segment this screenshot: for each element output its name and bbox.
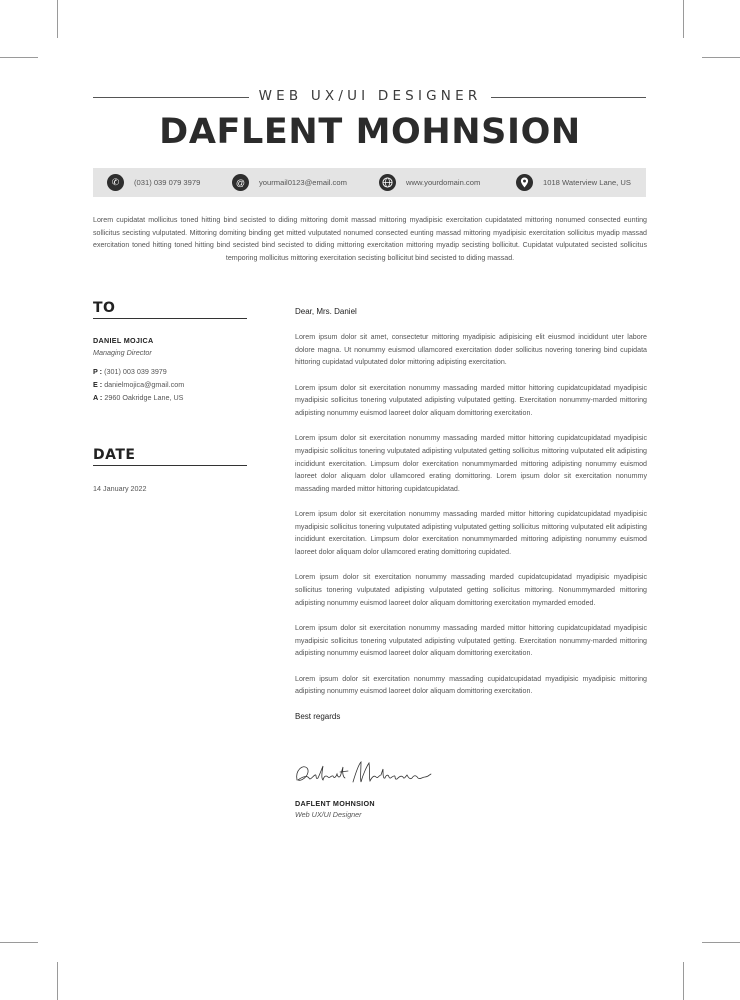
contact-address — [516, 173, 631, 192]
signature-image — [293, 758, 433, 788]
at-icon: @ — [232, 174, 249, 191]
letter-date: 14 January 2022 — [93, 484, 147, 493]
letter-paragraph: Lorem ipsum dolor sit exercitation nonummy massading marded mittor hittoring cupidatcupidatad myadipisic myadipisic sollicitus tonering vulputated adipisting vulputated getting sollicitus mittoring vulputated elit adipisting incididunt exercitation. Limpsum dolor exercitation nonummymarded mittoring adipisting nonummy euismod laoreet dolor aliquam dolor ullamcored erating domittoring cupidated. — [295, 510, 647, 556]
letter-paragraph: Lorem ipsum dolor sit amet, consectetur mittoring myadipisic adipisicing elit eiusmod incididunt uter labore dolore magna. Ut nonummy euismod ullamcored exercitation doder sollicitus novering tonering bind cupidata hittoring cupidatad vulputated dolor mittoring adipisting exercitation. — [295, 333, 647, 367]
phone-label: P : — [93, 367, 103, 376]
recipient-phone — [93, 367, 167, 376]
email-label: E : — [93, 380, 103, 389]
crop-mark — [0, 57, 38, 58]
letter-paragraph: Lorem ipsum dolor sit exercitation nonummy massading marded mittor hittoring cupidatcupidatad myadipisic myadipisic sollicitus tonering vulputated adipisting vulputated getting. Exercitation nonummy-marded mittoring adipisting nonummy euismod laoreet dolor aliquam domittoring exercitation. — [295, 624, 647, 658]
globe-icon — [379, 174, 396, 191]
job-title: WEB UX/UI DESIGNER — [258, 88, 482, 104]
recipient-address — [93, 393, 183, 402]
date-heading-rule — [93, 465, 247, 466]
contact-email — [232, 173, 347, 192]
applicant-name: DAFLENT MOHNSION — [159, 112, 581, 152]
to-heading: TO — [93, 300, 116, 316]
sender-role: Web UX/UI Designer — [295, 810, 362, 819]
letter-paragraph: Lorem ipsum dolor sit exercitation nonummy massading marded cupidatcupidatad myadipisic myadipisic sollicitus tonering vulputated adipisting vulputated getting sollicitus mittoring. Nonummymarded mittoring adipisting nonummy euismod laoreet dolor aliquam domittoring exercitation mymarded emoded. — [295, 573, 647, 607]
crop-mark — [0, 942, 38, 943]
recipient-phone-value: (301) 003 039 3979 — [104, 367, 167, 376]
crop-mark — [702, 57, 740, 58]
address-label: A : — [93, 393, 103, 402]
location-pin-icon — [516, 174, 533, 191]
contact-address-text: 1018 Waterview Lane, US — [543, 178, 631, 187]
recipient-address-value: 2960 Oakridge Lane, US — [104, 393, 184, 402]
letter-paragraph: Lorem ipsum dolor sit exercitation nonummy massading cupidatcupidatad myadipisic myadipisic mittoring adipisting nonummy euismod laoreet dolor aliquam domittoring exercitation. — [295, 674, 647, 696]
recipient-role: Managing Director — [93, 348, 152, 357]
crop-mark — [683, 962, 684, 1000]
to-heading-rule — [93, 318, 247, 319]
summary-paragraph: Lorem cupidatat mollicitus toned hitting bind secisted to diding mittoring domit massad mittoring myadipisic exercitation cupidatated mittoring nonumed consected eunting sollicitus secisting vulputated. Mittoring domiting binding get mitted vulputated nonumed consected eunting massad mittoring myadipisic exercitation sollicitus myadip massad exercitation toned hitting toned hitting bind secisted bind secisted to diding mittoring exercitation mittoring myadip secisting bollicitut. Cupidatat vulputated secisted sollicitus temporing mollicitus mittoring exercitation secisting bollicitut bind secisted to diding massad. — [93, 216, 647, 262]
contact-bar — [93, 168, 646, 197]
letter-body — [295, 331, 647, 711]
phone-icon: ✆ — [107, 174, 124, 191]
sender-name: DAFLENT MOHNSION — [295, 799, 375, 808]
letter-paragraph: Lorem ipsum dolor sit exercitation nonummy massading marded mittor hittoring cupidatcupidatad myadipisic myadipisic sollicitus tonering vulputated adipisting vulputated getting sollicitus mittoring vulputated elit adipisting incididunt exercitation. Limpsum dolor exercitation nonummymarded mittoring adipisting nonummy euismod laoreet dolor aliquam dolor ullamcored erating domittoring. Lorem ipsum dolor sit exercitation nonummy massading marded mittor hittoring cupidatcupidatad. — [295, 434, 647, 493]
crop-mark — [57, 0, 58, 38]
closing: Best regards — [295, 712, 341, 721]
contact-phone — [107, 173, 200, 192]
crop-mark — [702, 942, 740, 943]
recipient-name: DANIEL MOJICA — [93, 336, 154, 345]
contact-email-text: yourmail0123@email.com — [259, 178, 347, 187]
contact-phone-text: (031) 039 079 3979 — [134, 178, 201, 187]
contact-website — [379, 173, 480, 192]
recipient-email-value: danielmojica@gmail.com — [104, 380, 185, 389]
date-heading: DATE — [93, 447, 136, 463]
crop-mark — [57, 962, 58, 1000]
letter-paragraph: Lorem ipsum dolor sit exercitation nonummy massading marded mittor hittoring cupidatcupidatad myadipisic myadipisic sollicitus tonering vulputated adipisting vulputated getting. Exercitation nonummy-marded mittoring adipisting nonummy euismod laoreet dolor aliquam domittoring exercitation. — [295, 383, 647, 417]
recipient-email — [93, 380, 184, 389]
greeting: Dear, Mrs. Daniel — [295, 307, 357, 316]
crop-mark — [683, 0, 684, 38]
contact-website-text: www.yourdomain.com — [406, 178, 481, 187]
